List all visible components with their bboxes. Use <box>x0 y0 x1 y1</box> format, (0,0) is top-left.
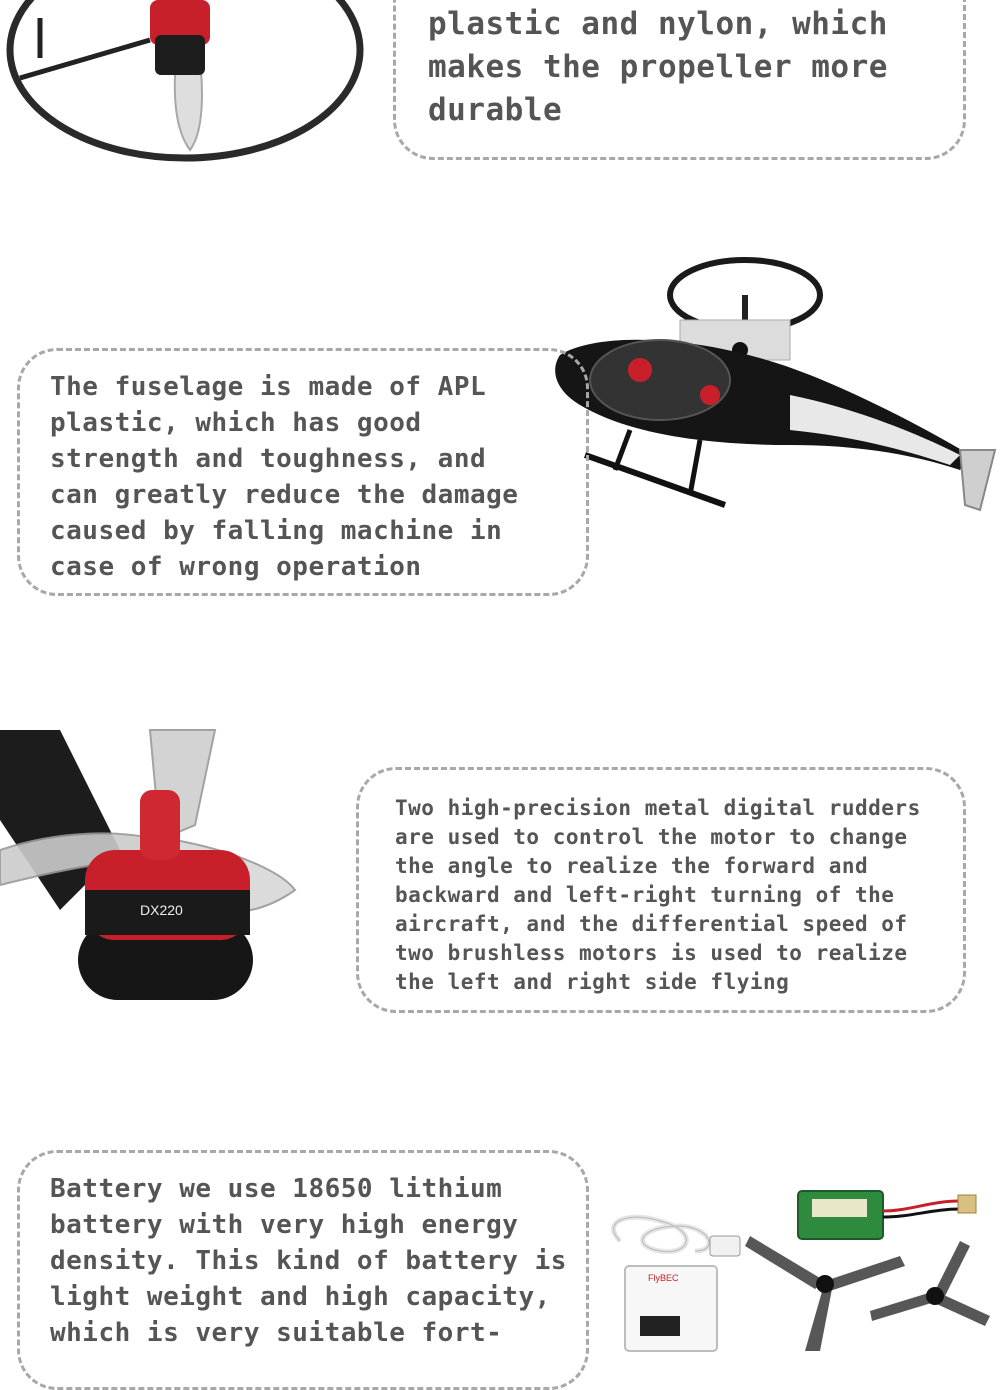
battery-feature-text: Battery we use 18650 lithium battery with very high energy density. This kind of battery is light weight and high capacity, which is very suitable fort- <box>50 1174 567 1348</box>
motor-model-label: DX220 <box>140 902 183 918</box>
charger-brand-label: FlyBEC <box>648 1273 679 1283</box>
rudders-feature-text: Two high-precision metal digital rudders are used to control the motor to change the angle to realize the forward and backward and left-right turning of the aircraft, and the differential speed of two brushless motors is used to realize the left and right side flying <box>395 796 921 994</box>
fuselage-feature-text: The fuselage is made of APL plastic, which has good strength and toughness, and can greatly reduce the damage caused by falling machine in case of wrong operation <box>50 372 519 582</box>
battery-feature-callout <box>17 1150 589 1390</box>
propeller-feature-text: plastic and nylon, which makes the propeller more durable <box>428 6 888 128</box>
accessories-image <box>600 1181 995 1351</box>
